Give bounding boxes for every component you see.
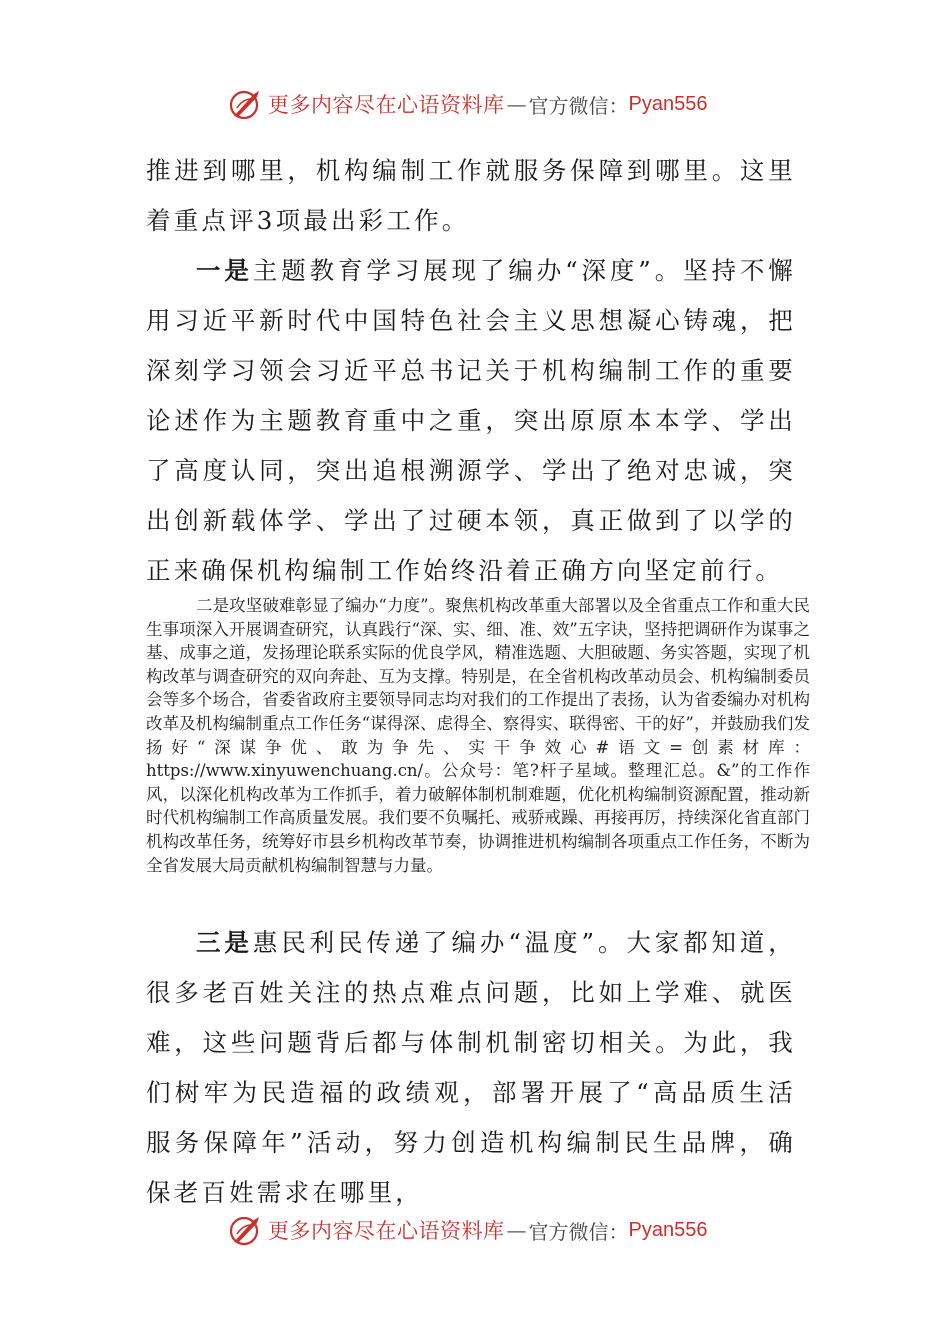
- watermark-dash: —: [506, 92, 527, 116]
- watermark-wechat-id: Pyan556: [628, 92, 708, 115]
- point-three-lead: 三是: [196, 928, 253, 957]
- watermark-site-name: 更多内容尽在心语资料库: [268, 93, 505, 117]
- watermark-wechat-id: Pyan556: [628, 1218, 708, 1241]
- watermark-label: 官方微信：: [528, 1219, 629, 1244]
- paragraph-point-two: 二是攻坚破难彰显了编办“力度”。聚焦机构改革重大部署以及全省重点工作和重大民生事项深入开展调查研究，认真践行“深、实、细、准、效”五字诀，坚持把调研作为谋事之基、成事之道，发扬理论联系实际的优良学风，精准选题、大胆破题、务实答题，实现了机构改革与调查研究的双向奔赴、互为支撑。特别是，在全省机构改革动员会、机构编制委员会等多个场合，省委省政府主要领导同志均对我们的工作提出了表扬，认为省委编办对机构改革及机构编制重点工作任务“谋得深、虑得全、察得实、联得密、干的好”，并鼓励我们发扬好“深谋争优、敢为争先、实干争效心#语文=创素材库：https://www.xinyuwenchuang.cn/。公众号：笔?杆子星域。整理汇总。&”的工作作风，以深化机构改革为工作抓手，着力破解体制机制难题，优化机构编制资源配置，推动新时代机构编制工作高质量发展。我们要不负嘱托、戒骄戒躁、再接再厉，持续深化省直部门机构改革任务，统筹好市县乡机构改革节奏，协调推进机构编制各项重点工作任务，不断为全省发展大局贡献机构编制智慧与力量。: [146, 596, 810, 875]
- watermark-banner-top: [228, 84, 707, 124]
- pen-logo-icon: [228, 86, 264, 122]
- pen-logo-icon: [228, 1212, 264, 1248]
- point-three-body: 惠民利民传递了编办“温度”。大家都知道，很多老百姓关注的热点难点问题，比如上学难、就医难，这些问题背后都与体制机制密切相关。为此，我们树牢为民造福的政绩观，部署开展了“高品质生活服务保障年”活动，努力创造机构编制民生品牌，确保老百姓需求在哪里，: [146, 928, 796, 1207]
- watermark-label: 官方微信：: [528, 93, 629, 118]
- watermark-dash: —: [506, 1218, 527, 1242]
- paragraph-point-one: [146, 246, 796, 596]
- watermark-banner-bottom: [228, 1210, 707, 1250]
- paragraph-point-three: [146, 918, 796, 1218]
- watermark-site-name: 更多内容尽在心语资料库: [268, 1219, 505, 1243]
- point-one-body: 主题教育学习展现了编办“深度”。坚持不懈用习近平新时代中国特色社会主义思想凝心铸魂，把深刻学习领会习近平总书记关于机构编制工作的重要论述作为主题教育重中之重，突出原原本本学、学出了高度认同，突出追根溯源学、学出了绝对忠诚，突出创新载体学、学出了过硬本领，真正做到了以学的正来确保机构编制工作始终沿着正确方向坚定前行。: [146, 256, 796, 585]
- point-one-lead: 一是: [196, 256, 253, 285]
- paragraph-continuation: 推进到哪里，机构编制工作就服务保障到哪里。这里着重点评3项最出彩工作。: [146, 156, 796, 235]
